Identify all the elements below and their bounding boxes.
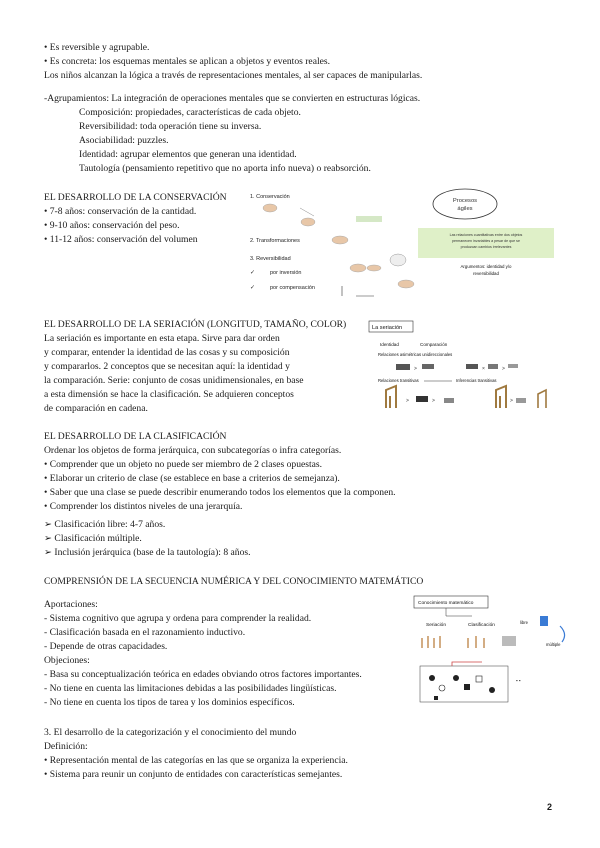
conservacion-figure: [248, 186, 560, 304]
svg-text:>: >: [432, 398, 435, 404]
intro-line: Los niños alcanzan la lógica a través de representaciones mentales, al ser capaces de manipularlas.: [44, 70, 423, 81]
conservacion-item: • 9-10 años: conservación del peso.: [44, 220, 180, 231]
clasificacion-arrow-item: ➢ Clasificación múltiple.: [44, 533, 142, 544]
svg-text:Identidad: Identidad: [380, 342, 399, 347]
svg-text:Argumentos: identidad y/o: Argumentos: identidad y/o: [460, 264, 512, 269]
conocimiento-matematico-figure: [412, 592, 574, 712]
svg-text:múltiple: múltiple: [546, 642, 561, 647]
clasificacion-arrow-item: ➢ Inclusión jerárquica (base de la tautología): 8 años.: [44, 547, 251, 558]
conservacion-item: • 7-8 años: conservación de la cantidad.: [44, 206, 197, 217]
agrupamientos-item: Composición: propiedades, características de cada objeto.: [79, 107, 301, 118]
seriacion-line: de comparación en cadena.: [44, 403, 148, 414]
svg-text:Clasificación: Clasificación: [468, 623, 495, 628]
bubble-shape: [433, 189, 497, 219]
seriacion-figure: [366, 318, 560, 410]
clasificacion-line: • Elaborar un criterio de clase (se establece en base a criterios de semejanza).: [44, 473, 340, 484]
svg-text:×: ×: [482, 366, 485, 372]
agrupamientos-item: Tautología (pensamiento repetitivo que no aporta info nueva) o reabsorción.: [79, 163, 371, 174]
svg-text:Seriación: Seriación: [426, 623, 446, 628]
clasificacion-line: • Saber que una clase se puede describir enumerando todos los elementos que la componen.: [44, 487, 396, 498]
svg-text:Comparación: Comparación: [420, 342, 448, 347]
aportaciones-heading: Aportaciones:: [44, 599, 98, 610]
conservacion-title: EL DESARROLLO DE LA CONSERVACIÓN: [44, 192, 227, 203]
seriacion-line: a esta dimensión se hace la clasificación. Se adquieren conceptos: [44, 389, 294, 400]
seriacion-line: y compararlos. 2 conceptos que se necesitan aquí: la identidad y: [44, 361, 290, 372]
svg-text:Relaciones transitivas: Relaciones transitivas: [378, 378, 419, 383]
agrupamientos-item: Identidad: agrupar elementos que generan una identidad.: [79, 149, 297, 160]
svg-text:✓: ✓: [250, 270, 256, 276]
clasificacion-line: Ordenar los objetos de forma jerárquica, con subcategorías o infra categorías.: [44, 445, 342, 456]
objeciones-item: - No tiene en cuenta los tipos de tarea y los dominios específicos.: [44, 697, 295, 708]
figure-check-inversion: por inversión: [270, 270, 302, 276]
svg-text:>: >: [510, 398, 513, 404]
svg-text:Inferencias transitivas: Inferencias transitivas: [456, 378, 497, 383]
page-number: 2: [547, 802, 553, 812]
aportaciones-item: - Sistema cognitivo que agrupa y ordena para comprender la realidad.: [44, 613, 312, 624]
agrupamientos-heading: -Agrupamientos: La integración de operaciones mentales que se convierten en estructuras lógicas.: [44, 93, 421, 104]
seriacion-figure-title: La seriación: [372, 325, 403, 331]
svg-text:permanecen invariables a pesar: permanecen invariables a pesar de que se: [452, 239, 520, 243]
objeciones-item: - Basa su conceptualización teórica en edades obviando otros factores importantes.: [44, 669, 362, 680]
aportaciones-item: - Clasificación basada en el razonamiento inductivo.: [44, 627, 246, 638]
agrupamientos-item: Asociabilidad: puzzles.: [79, 135, 169, 146]
definicion-heading: Definición:: [44, 741, 88, 752]
svg-text:libre: libre: [520, 620, 528, 625]
svg-text:produzcan cambios irrelevantes: produzcan cambios irrelevantes: [460, 245, 512, 249]
conservacion-item: • 11-12 años: conservación del volumen: [44, 234, 198, 245]
svg-text:▪ ▪: ▪ ▪: [516, 678, 521, 683]
figure-label-conservacion: 1. Conservación: [250, 194, 290, 200]
aportaciones-item: - Depende de otras capacidades.: [44, 641, 168, 652]
categorizacion-item: • Representación mental de las categorías en las que se organiza la experiencia.: [44, 755, 348, 766]
svg-text:Relaciones asimétricas unidire: Relaciones asimétricas unidireccionales: [378, 352, 453, 357]
categorizacion-item: • Sistema para reunir un conjunto de entidades con características semejantes.: [44, 769, 343, 780]
seriacion-line: la comparación. Serie: conjunto de cosas unidimensionales, en base: [44, 375, 304, 386]
clasificacion-arrow-item: ➢ Clasificación libre: 4-7 años.: [44, 519, 166, 530]
svg-text:Las relaciones cuantitativas e: Las relaciones cuantitativas entre dos objetos: [449, 233, 523, 237]
objeciones-item: - No tiene en cuenta las limitaciones debidas a las posibilidades lingüísticas.: [44, 683, 337, 694]
svg-text:Procesos: Procesos: [452, 198, 478, 204]
clasificacion-line: • Comprender que un objeto no puede ser miembro de 2 clases opuestas.: [44, 459, 323, 470]
comprension-title: COMPRENSIÓN DE LA SECUENCIA NUMÉRICA Y DEL CONOCIMIENTO MATEMÁTICO: [44, 576, 424, 587]
svg-text:>: >: [502, 366, 505, 372]
categorizacion-title: 3. El desarrollo de la categorización y el conocimiento del mundo: [44, 727, 297, 738]
figure-check-compensacion: por compensación: [270, 285, 315, 291]
seriacion-line: y comparar, entender la identidad de las cosas y su composición: [44, 347, 290, 358]
agrupamientos-item: Reversibilidad: toda operación tiene su inversa.: [79, 121, 262, 132]
svg-text:>: >: [414, 366, 417, 372]
clasificacion-line: • Comprender los distintos niveles de una jerarquía.: [44, 501, 243, 512]
svg-text:>: >: [406, 398, 409, 404]
svg-text:✓: ✓: [250, 285, 256, 291]
bullet-reversible: • Es reversible y agrupable.: [44, 42, 150, 53]
figure-label-reversibilidad: 3. Reversibilidad: [250, 256, 291, 262]
objeciones-heading: Objeciones:: [44, 655, 90, 666]
bullet-concreta: • Es concreta: los esquemas mentales se aplican a objetos y eventos reales.: [44, 56, 331, 67]
svg-text:reversibilidad: reversibilidad: [473, 271, 499, 276]
svg-text:ágiles: ágiles: [457, 206, 473, 212]
seriacion-title: EL DESARROLLO DE LA SERIACIÓN (LONGITUD, TAMAÑO, COLOR): [44, 319, 347, 330]
clasificacion-title: EL DESARROLLO DE LA CLASIFICACIÓN: [44, 431, 227, 442]
figure-label-transformaciones: 2. Transformaciones: [250, 238, 300, 244]
conocimiento-figure-title: Conocimiento matemático: [418, 601, 474, 606]
seriacion-line: La seriación es importante en esta etapa. Sirve para dar orden: [44, 333, 280, 344]
